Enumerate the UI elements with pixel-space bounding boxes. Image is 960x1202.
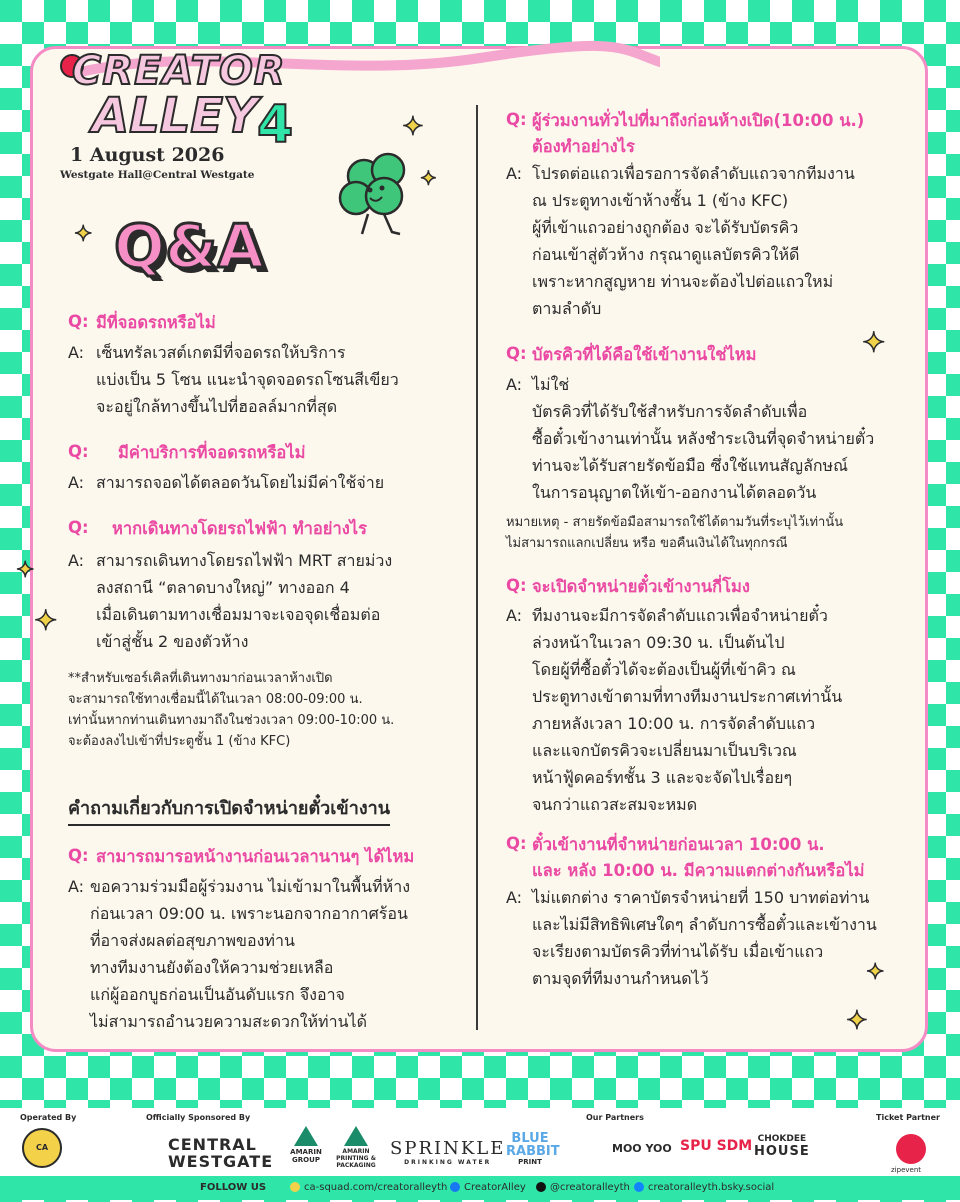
a-prefix: A:: [68, 551, 85, 570]
amarin-triangle-icon: [344, 1126, 368, 1146]
left-answer-1: เซ็นทรัลเวสต์เกตมีที่จอดรถให้บริการ แบ่งเป็น 5 โซน แนะนำจุดจอดรถโซนสีเขียว จะอยู่ใกล้ทางขึ้นไปที่ฮอลล์มากที่สุด: [96, 343, 399, 416]
sparkle-icon: ✦: [402, 112, 424, 142]
logo-line-1: CREATOR: [72, 48, 286, 94]
facebook-link[interactable]: CreatorAlley: [450, 1182, 526, 1193]
follow-us-label: FOLLOW US: [200, 1182, 267, 1193]
right-answer-4: ไม่แตกต่าง ราคาบัตรจำหน่ายที่ 150 บาทต่อท่าน และไม่มีสิทธิพิเศษใดๆ ลำดับการซื้อตั๋วและเข้างาน จะเรียงตามบัตรคิวที่ท่านได้รับ เมื่อเข้าแถว ตามจุดที่ทีมงานกำหนดไว้: [532, 888, 877, 988]
sponsored-by-label: Officially Sponsored By: [146, 1113, 251, 1122]
section-heading: คำถามเกี่ยวกับการเปิดจำหน่ายตั๋วเข้างาน: [68, 793, 390, 826]
right-note: หมายเหตุ - สายรัดข้อมือสามารถใช้ได้ตามวันที่ระบุไว้เท่านั้น ไม่สามารถแลกเปลี่ยน หรือ ขอคืนเงินได้ในทุกกรณี: [506, 515, 844, 551]
globe-icon: [290, 1182, 300, 1192]
clover-mascot-icon: [326, 148, 436, 248]
right-question-1: ผู้ร่วมงานทั่วไปที่มาถึงก่อนห้างเปิด(10:00 น.) ต้องทำอย่างไร: [532, 111, 865, 156]
blue-rabbit-logo: BLUE RABBIT PRINT: [506, 1131, 560, 1166]
qa-title: [114, 212, 314, 302]
zipevent-logo: [896, 1134, 926, 1164]
sparkle-icon: ✦: [420, 166, 437, 190]
partners-label: Our Partners: [586, 1113, 644, 1122]
sprinkle-logo: SPRINKLE DRINKING WATER: [390, 1138, 506, 1166]
sparkle-icon: ✦: [846, 1006, 868, 1036]
a-prefix: A:: [68, 343, 85, 362]
chokdee-house-logo: CHOKDEE HOUSE: [754, 1134, 810, 1159]
logo-number: 4: [257, 95, 294, 155]
ticket-partner-label: Ticket Partner: [876, 1113, 940, 1122]
sparkle-icon: ✦: [74, 222, 93, 247]
column-divider: [476, 105, 478, 1030]
left-question-2: มีค่าบริการที่จอดรถหรือไม่: [118, 443, 306, 462]
x-link[interactable]: @creatoralleyth: [536, 1182, 630, 1193]
q-prefix: Q:: [68, 846, 89, 865]
central-westgate-logo: CENTRAL WESTGATE: [168, 1135, 274, 1171]
amarin-group-logo: AMARIN GROUP: [286, 1126, 326, 1164]
q-prefix: Q:: [506, 834, 527, 853]
right-question-4: ตั๋วเข้างานที่จำหน่ายก่อนเวลา 10:00 น. และ หลัง 10:00 น. มีความแตกต่างกันหรือไม่: [532, 835, 865, 880]
a-prefix: A:: [506, 888, 523, 907]
q-prefix: Q:: [68, 442, 89, 461]
left-question-3: หากเดินทางโดยรถไฟฟ้า ทำอย่างไร: [112, 519, 367, 538]
event-venue: Westgate Hall@Central Westgate: [60, 169, 255, 181]
bluesky-link[interactable]: creatoralleyth.bsky.social: [634, 1182, 774, 1193]
operated-by-label: Operated By: [20, 1113, 77, 1122]
a-prefix: A:: [506, 164, 523, 183]
sparkle-icon: ✦: [34, 604, 58, 637]
amarin-printing-logo: AMARIN PRINTING & PACKAGING: [334, 1126, 378, 1169]
logo-line-2: ALLEY: [92, 88, 258, 144]
left-answer-3: สามารถเดินทางโดยรถไฟฟ้า MRT สายม่วง ลงสถานี “ตลาดบางใหญ่” ทางออก 4 เมื่อเดินตามทางเชื่อมมาจะเจอจุดเชื่อมต่อ เข้าสู่ชั้น 2 ของตัวห้าง: [96, 551, 393, 651]
a-prefix: A:: [68, 473, 85, 492]
q-prefix: Q:: [506, 344, 527, 363]
x-icon: [536, 1182, 546, 1192]
q-prefix: Q:: [506, 110, 527, 129]
right-answer-1: โปรดต่อแถวเพื่อรอการจัดลำดับแถวจากทีมงาน ณ ประตูทางเข้าห้างชั้น 1 (ข้าง KFC) ผู้ที่เข้าแถวอย่างถูกต้อง จะได้รับบัตรคิว ก่อนเข้าสู่ตัวห้าง กรุณาดูแลบัตรคิวให้ดี เพราะหากสูญหาย ท่านจะต้องไปต่อแถวใหม่ ตามลำดับ: [532, 164, 855, 318]
ca-squad-logo: CA: [22, 1128, 62, 1168]
website-link[interactable]: ca-squad.com/creatoralleyth: [290, 1182, 447, 1193]
facebook-icon: [450, 1182, 460, 1192]
spu-sdm-logo: SPU SDM: [680, 1138, 753, 1154]
creator-alley-logo: [52, 40, 294, 190]
a-prefix: A:: [506, 606, 523, 625]
left-question-4: สามารถมารอหน้างานก่อนเวลานานๆ ได้ไหม: [96, 847, 415, 866]
follow-us-bar: [0, 1176, 960, 1200]
bluesky-icon: [634, 1182, 644, 1192]
right-answer-2: ไม่ใช่ บัตรคิวที่ได้รับใช้สำหรับการจัดลำดับเพื่อ ซื้อตั๋วเข้างานเท่านั้น หลังชำระเงินที่จุดจำหน่ายตั๋ว ท่านจะได้รับสายรัดข้อมือ ซึ่งใช้แทนสัญลักษณ์ ในการอนุญาตให้เข้า-ออกงานได้ตลอดวัน: [532, 375, 875, 502]
q-prefix: Q:: [68, 312, 89, 331]
q-prefix: Q:: [68, 518, 89, 537]
zipevent-label: zipevent: [891, 1166, 921, 1174]
sparkle-icon: ✦: [862, 326, 886, 359]
left-answer-4: ขอความร่วมมือผู้ร่วมงาน ไม่เข้ามาในพื้นที่ห้าง ก่อนเวลา 09:00 น. เพราะนอกจากอากาศร้อน ที่อาจส่งผลต่อสุขภาพของท่าน ทางทีมงานยังต้องให้ความช่วยเหลือ แก่ผู้ออกบูธก่อนเป็นอันดับแรก จึงอาจ ไม่สามารถอำนวยความสะดวกให้ท่านได้: [90, 877, 411, 1031]
event-date: 1 August 2026: [70, 144, 225, 166]
sparkle-icon: ✦: [16, 558, 35, 583]
right-question-2: บัตรคิวที่ได้คือใช้เข้างานใช่ไหม: [532, 345, 757, 364]
right-answer-3: ทีมงานจะมีการจัดลำดับแถวเพื่อจำหน่ายตั๋ว ล่วงหน้าในเวลา 09:30 น. เป็นต้นไป โดยผู้ที่ซื้อตั๋วได้จะต้องเป็นผู้ที่เข้าคิว ณ ประตูทางเข้าตามที่ทางทีมงานประกาศเท่านั้น ภายหลังเวลา 10:00 น. การจัดลำดับแถว และแจกบัตรคิวจะเปลี่ยนมาเป็นบริเวณ หน้าฟู้ดคอร์ทชั้น 3 และจะจัดไปเรื่อยๆ จนกว่าแถวสะสมจะหมด: [532, 606, 843, 814]
q-prefix: Q:: [506, 576, 527, 595]
right-question-3: จะเปิดจำหน่ายตั๋วเข้างานกี่โมง: [532, 577, 750, 596]
a-prefix: A:: [68, 877, 85, 896]
a-prefix: A:: [506, 375, 523, 394]
left-answer-2: สามารถจอดได้ตลอดวันโดยไม่มีค่าใช้จ่าย: [96, 473, 385, 492]
qa-title-text: Q&A: [114, 212, 264, 282]
sparkle-icon: ✦: [866, 960, 885, 985]
left-question-1: มีที่จอดรถหรือไม่: [96, 313, 216, 332]
moo-yoo-logo: MOO YOO: [612, 1142, 672, 1155]
amarin-triangle-icon: [294, 1126, 318, 1146]
left-note: **สำหรับเซอร์เคิลที่เดินทางมาก่อนเวลาห้างเปิด จะสามารถใช้ทางเชื่อมนี้ได้ในเวลา 08:00-09:00 น. เท่านั้นหากท่านเดินทางมาถึงในช่วงเวลา 09:00-10:00 น. จะต้องลงไปเข้าที่ประตูชั้น 1 (ข้าง KFC): [68, 671, 395, 749]
